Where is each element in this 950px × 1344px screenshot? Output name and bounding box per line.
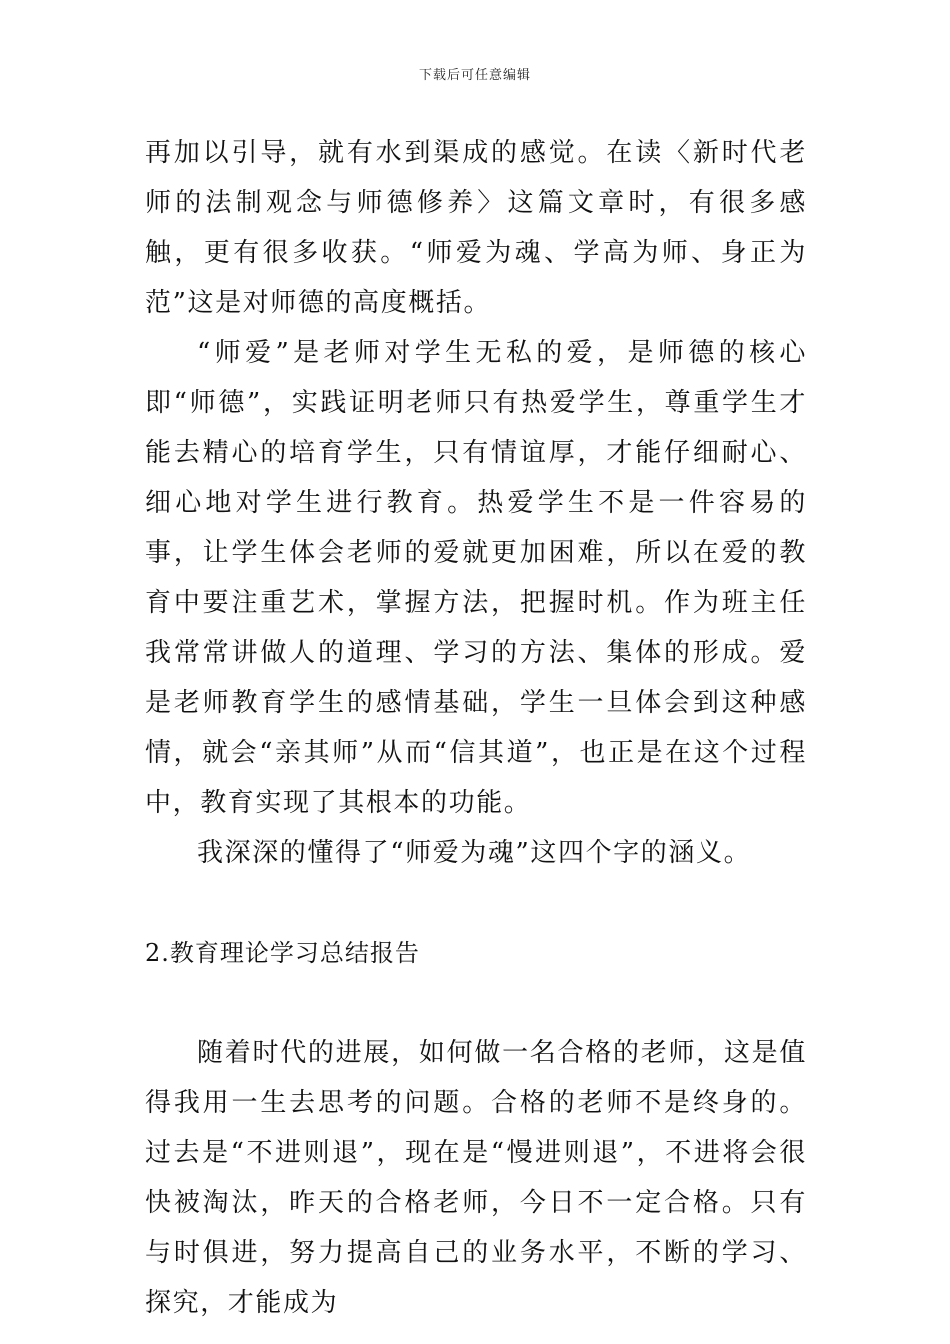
- document-body: [145, 128, 807, 1328]
- spacer: [145, 978, 807, 1028]
- spacer: [145, 878, 807, 928]
- paragraph-qualified-teacher: 随着时代的进展，如何做一名合格的老师，这是值得我用一生去思考的问题。合格的老师不是终身的。过去是“不进则退”，现在是“慢进则退”，不进将会很快被淘汰，昨天的合格老师，今日不一定合格。只有与时俱进，努力提高自己的业务水平，不断的学习、探究，才能成为: [145, 1038, 807, 1318]
- page-header: 下载后可任意编辑: [418, 68, 531, 83]
- paragraph-continuation: 再加以引导，就有水到渠成的感觉。在读〈新时代老师的法制观念与师德修养〉这篇文章时，有很多感触，更有很多收获。“师爱为魂、学高为师、身正为范”这是对师德的高度概括。: [145, 138, 807, 318]
- paragraph-teacher-love: “师爱”是老师对学生无私的爱，是师德的核心即“师德”，实践证明老师只有热爱学生，尊重学生才能去精心的培育学生，只有情谊厚，才能仔细耐心、细心地对学生进行教育。热爱学生不是一件容易的事，让学生体会老师的爱就更加困难，所以在爱的教育中要注重艺术，掌握方法，把握时机。作为班主任我常常讲做人的道理、学习的方法、集体的形成。爱是老师教育学生的感情基础，学生一旦体会到这种感情，就会“亲其师”从而“信其道”，也正是在这个过程中，教育实现了其根本的功能。: [145, 338, 807, 818]
- paragraph-understanding: 我深深的懂得了“师爱为魂”这四个字的涵义。: [197, 838, 752, 868]
- section-heading: 2.教育理论学习总结报告: [145, 939, 420, 967]
